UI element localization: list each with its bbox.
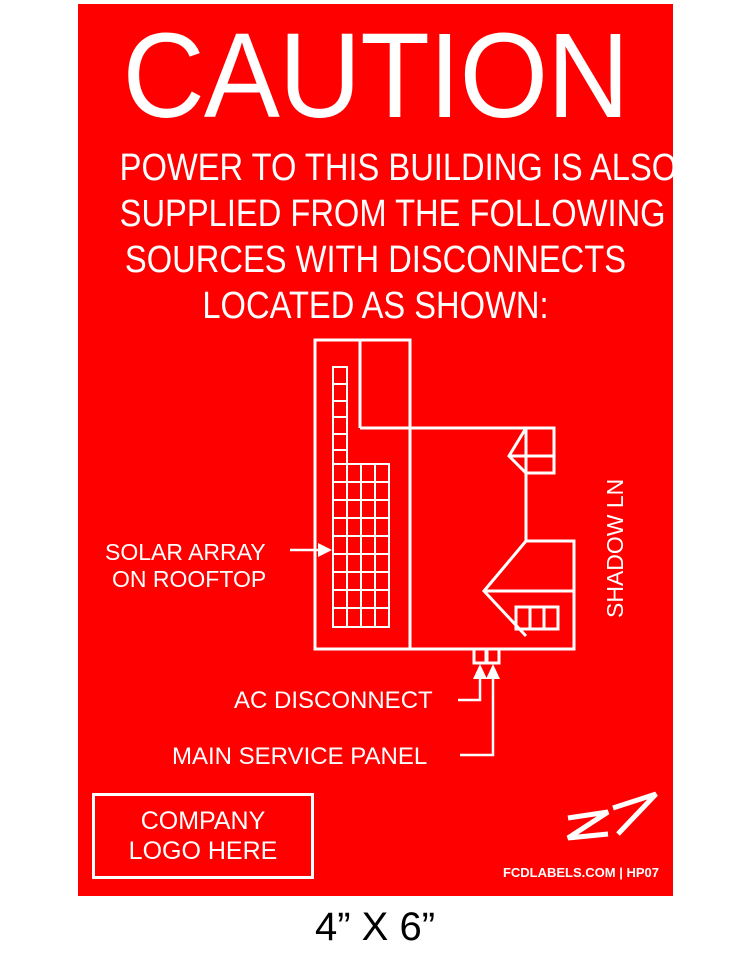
footer-code: FCDLABELS.COM | HP07 (502, 865, 659, 880)
main-panel-arrow-icon (486, 664, 500, 679)
main-panel-label: MAIN SERVICE PANEL (172, 743, 428, 770)
main-panel-box (487, 649, 499, 663)
size-label: 4” X 6” (314, 905, 436, 949)
subtitle-line: SOURCES WITH DISCONNECTS (124, 239, 627, 281)
main-panel-leader (460, 676, 493, 755)
house-roof (484, 541, 526, 636)
logo-placeholder-line: COMPANY (140, 807, 266, 835)
ac-disconnect-label: AC DISCONNECT (234, 687, 433, 714)
company-logo-placeholder (92, 793, 314, 879)
subtitle-line: POWER TO THIS BUILDING IS ALSO (119, 147, 678, 189)
logo-placeholder-line: LOGO HERE (128, 837, 278, 865)
building-site-diagram (78, 4, 678, 896)
street-label: SHADOW LN (602, 478, 628, 618)
subtitle-line: SUPPLIED FROM THE FOLLOWING (119, 193, 666, 235)
building-outline (315, 340, 574, 649)
tower-outline (509, 428, 554, 473)
house-window (516, 607, 558, 629)
ac-disconnect-leader (458, 676, 480, 700)
fcd-logo-icon (568, 794, 656, 838)
solar-label-line-2: ON ROOFTOP (112, 566, 267, 592)
solar-label-line-1: SOLAR ARRAY (105, 539, 266, 565)
caution-sign (78, 4, 678, 896)
ac-disconnect-arrow-icon (473, 664, 487, 679)
solar-arrow (290, 543, 332, 557)
ac-disconnect-box (474, 649, 486, 663)
sign-title: CAUTION (122, 8, 629, 144)
subtitle-line: LOCATED AS SHOWN: (202, 285, 549, 327)
